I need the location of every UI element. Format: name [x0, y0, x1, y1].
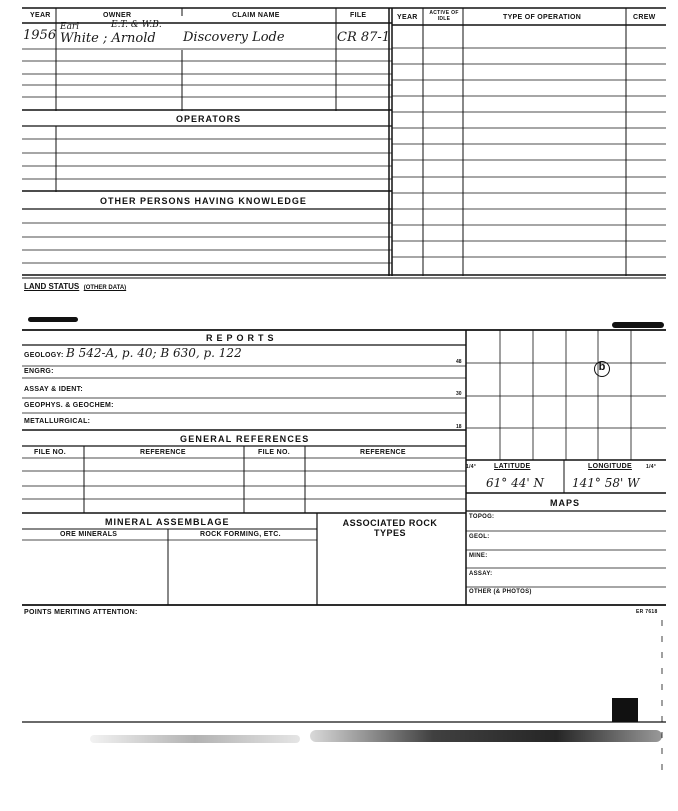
- entry-owner: White ; Arnold: [60, 31, 156, 46]
- ref-col-reference-1: REFERENCE: [140, 449, 186, 456]
- maps-geol: GEOL:: [469, 534, 490, 540]
- col-crew: CREW: [633, 14, 656, 21]
- engrg-label: ENGRG:: [24, 368, 54, 375]
- longitude-suffix: 1/4°: [646, 464, 657, 470]
- associated-rock-types-heading: ASSOCIATED ROCK TYPES: [342, 518, 438, 538]
- scan-smudge: [310, 730, 662, 742]
- geology-value: B 542-A, p. 40; B 630, p. 122: [66, 346, 242, 360]
- latitude-value: 61° 44' N: [486, 476, 544, 490]
- col-active-idle: ACTIVE OF IDLE: [429, 10, 459, 22]
- reports-heading: REPORTS: [206, 333, 278, 343]
- land-status-label: LAND STATUS: [24, 282, 80, 291]
- land-status-sub: (OTHER DATA): [83, 285, 127, 291]
- scan-blot: [612, 322, 664, 328]
- margin-number: 48: [456, 359, 462, 365]
- longitude-label: LONGITUDE: [588, 463, 632, 470]
- geology-label: GEOLOGY:: [24, 352, 64, 359]
- scan-smudge: [90, 735, 300, 743]
- mineral-assemblage-heading: MINERAL ASSEMBLAGE: [105, 517, 230, 527]
- general-references-heading: GENERAL REFERENCES: [180, 434, 310, 444]
- ref-col-file-no-2: FILE NO.: [258, 449, 290, 456]
- maps-heading: MAPS: [550, 498, 581, 508]
- other-persons-heading: OTHER PERSONS HAVING KNOWLEDGE: [100, 196, 307, 206]
- location-marker-letter: b: [598, 361, 606, 373]
- operators-heading: OPERATORS: [176, 114, 242, 124]
- col-claim-name: CLAIM NAME: [232, 12, 280, 19]
- maps-other: OTHER (& PHOTOS): [469, 589, 532, 595]
- col-type-of-operation: TYPE OF OPERATION: [503, 14, 582, 21]
- metallurgical-label: METALLURGICAL:: [24, 418, 91, 425]
- entry-owner-initials: E.T. & W.B.: [111, 20, 162, 30]
- entry-file: CR 87-1: [337, 30, 391, 45]
- longitude-value: 141° 58' W: [572, 476, 640, 490]
- entry-year: 1956: [23, 28, 57, 43]
- rock-forming-col: ROCK FORMING, ETC.: [200, 531, 281, 538]
- latitude-label: LATITUDE: [494, 463, 531, 470]
- geophys-label: GEOPHYS. & GEOCHEM:: [24, 402, 114, 409]
- points-meriting-attention: POINTS MERITING ATTENTION:: [24, 609, 138, 616]
- entry-owner-prefix: Earl: [60, 22, 80, 32]
- col-owner: OWNER: [103, 12, 132, 19]
- margin-number: 18: [456, 424, 462, 430]
- ore-minerals-col: ORE MINERALS: [60, 531, 118, 538]
- assay-ident-label: ASSAY & IDENT:: [24, 386, 84, 393]
- maps-assay: ASSAY:: [469, 571, 493, 577]
- ref-col-reference-2: REFERENCE: [360, 449, 406, 456]
- col-file: FILE: [350, 12, 367, 19]
- col-year: YEAR: [30, 12, 51, 19]
- margin-number: 30: [456, 391, 462, 397]
- maps-topog: TOPOG:: [469, 514, 495, 520]
- col-op-year: YEAR: [397, 14, 418, 21]
- latitude-prefix: 1/4°: [466, 464, 477, 470]
- maps-mine: MINE:: [469, 553, 488, 559]
- ref-col-file-no-1: FILE NO.: [34, 449, 66, 456]
- entry-claim-name: Discovery Lode: [183, 30, 285, 45]
- location-marker: [594, 361, 610, 377]
- scan-blot: [28, 317, 78, 322]
- form-number: ER 7618: [636, 609, 658, 615]
- land-status-heading: [24, 276, 126, 294]
- scan-blot: [612, 698, 638, 722]
